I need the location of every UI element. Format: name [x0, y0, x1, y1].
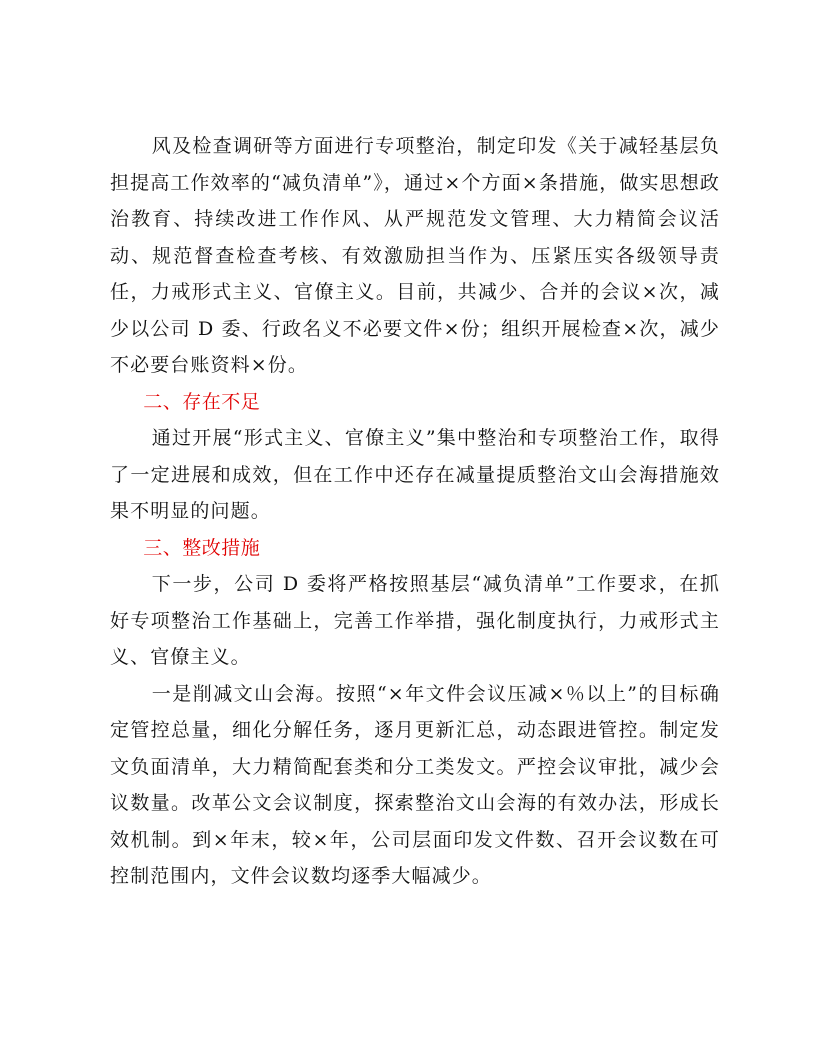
paragraph-reduce-meetings-documents: 一是削减文山会海。按照“×年文件会议压减×％以上”的目标确定管控总量，细化分解任务，逐月更新汇总，动态跟进管控。制定发文负面清单，大力精简配套类和分工类发文。严控会议审批，减少会议数量。改革公文会议制度，探索整治文山会海的有效办法，形成长效机制。到×年末，较×年，公司层面印发文件数、召开会议数在可控制范围内，文件会议数均逐季大幅减少。 — [110, 682, 720, 887]
paragraph-next-steps: 下一步，公司 D 委将严格按照基层“减负清单”工作要求，在抓好专项整治工作基础上，完善工作举措，强化制度执行，力戒形式主义、官僚主义。 — [110, 573, 720, 668]
section-heading-shortcomings: 二、存在不足 — [143, 390, 261, 413]
document-body — [110, 128, 720, 895]
paragraph-shortcomings: 通过开展“形式主义、官僚主义”集中整治和专项整治工作，取得了一定进展和成效，但在工作中还存在减量提质整治文山会海措施效果不明显的问题。 — [110, 427, 720, 522]
section-heading-measures: 三、整改措施 — [143, 536, 261, 559]
paragraph-rectification-summary: 风及检查调研等方面进行专项整治，制定印发《关于减轻基层负担提高工作效率的“减负清单”》，通过×个方面×条措施，做实思想政治教育、持续改进工作作风、从严规范发文管理、大力精简会议活动、规范督查检查考核、有效激励担当作为、压紧压实各级领导责任，力戒形式主义、官僚主义。目前，共减少、合并的会议×次，减少以公司 D 委、行政名义不必要文件×份；组织开展检查×次，减少不必要台账资料×份。 — [110, 135, 720, 376]
